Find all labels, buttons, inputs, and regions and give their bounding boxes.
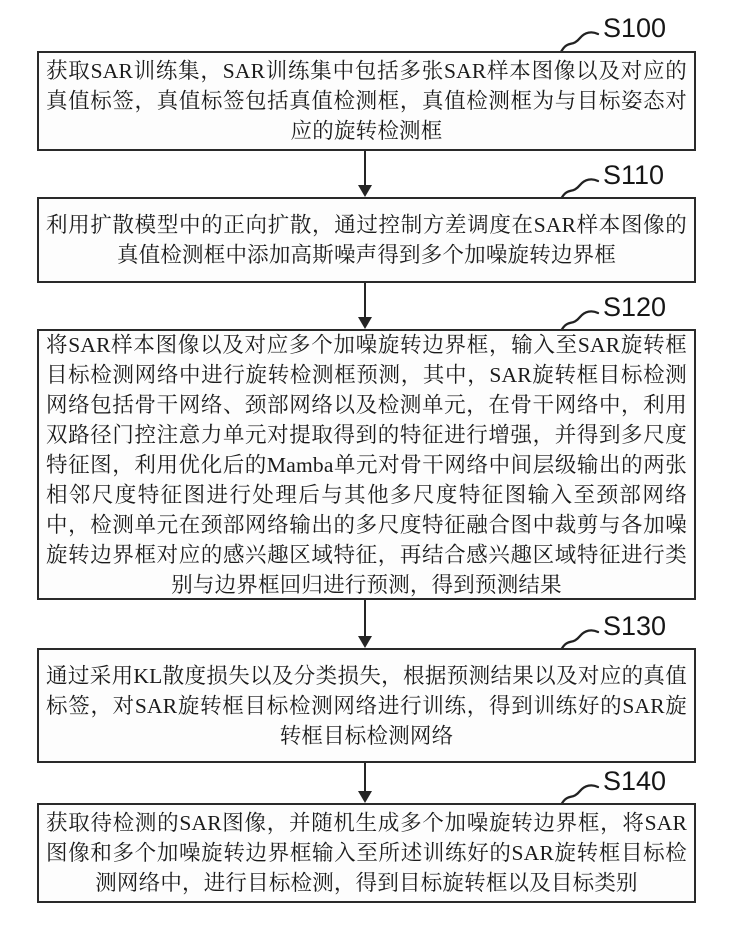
down-arrow-icon (357, 151, 373, 197)
flow-step-box-s140 (37, 803, 696, 903)
step-number: S140 (603, 766, 667, 796)
step-text: 利用扩散模型中的正向扩散，通过控制方差调度在SAR样本图像的真值检测框中添加高斯噪声得到多个加噪旋转边界框 (46, 213, 687, 267)
down-arrow-icon (357, 600, 373, 648)
step-number: S130 (603, 611, 667, 641)
step-number: S100 (603, 13, 667, 43)
flow-step-box-s120 (37, 329, 696, 600)
step-text: 通过采用KL散度损失以及分类损失，根据预测结果以及对应的真值标签，对SAR旋转框目标检测网络进行训练，得到训练好的SAR旋转框目标检测网络 (46, 663, 687, 748)
flow-step-box-s110 (37, 197, 696, 283)
down-arrow-icon (357, 763, 373, 803)
step-text: 获取SAR训练集，SAR训练集中包括多张SAR样本图像以及对应的真值标签，真值标签包括真值检测框，真值检测框为与目标姿态对应的旋转检测框 (46, 59, 687, 143)
arrow-shaft (364, 763, 366, 791)
arrow-head (358, 791, 372, 803)
arrow-head (358, 636, 372, 648)
step-text: 获取待检测的SAR图像，并随机生成多个加噪旋转边界框，将SAR图像和多个加噪旋转边界框输入至所述训练好的SAR旋转框目标检测网络中，进行目标检测，得到目标旋转框以及目标类别 (46, 811, 687, 895)
arrow-head (358, 317, 372, 329)
down-arrow-icon (357, 283, 373, 329)
arrow-shaft (364, 151, 366, 185)
flow-step-box-s130 (37, 648, 696, 763)
arrow-shaft (364, 600, 366, 636)
step-number: S110 (603, 160, 665, 190)
step-text: 将SAR样本图像以及对应多个加噪旋转边界框，输入至SAR旋转框目标检测网络中进行旋转检测框预测，其中，SAR旋转框目标检测网络包括骨干网络、颈部网络以及检测单元，在骨干网络中，利用双路径门控注意力单元对提取得到的特征进行增强，并得到多尺度特征图，利用优化后的Mamba单元对骨干网络中间层级输出的两张相邻尺度特征图进行处理后与其他多尺度特征图输入至颈部网络中，检测单元在颈部网络输出的多尺度特征融合图中裁剪与各加噪旋转边界框对应的感兴趣区域特征，再结合感兴趣区域特征进行类别与边界框回归进行预测，得到预测结果 (46, 332, 687, 597)
arrow-shaft (364, 283, 366, 317)
arrow-head (358, 185, 372, 197)
step-number: S120 (603, 292, 667, 322)
flow-step-box-s100 (37, 51, 696, 151)
